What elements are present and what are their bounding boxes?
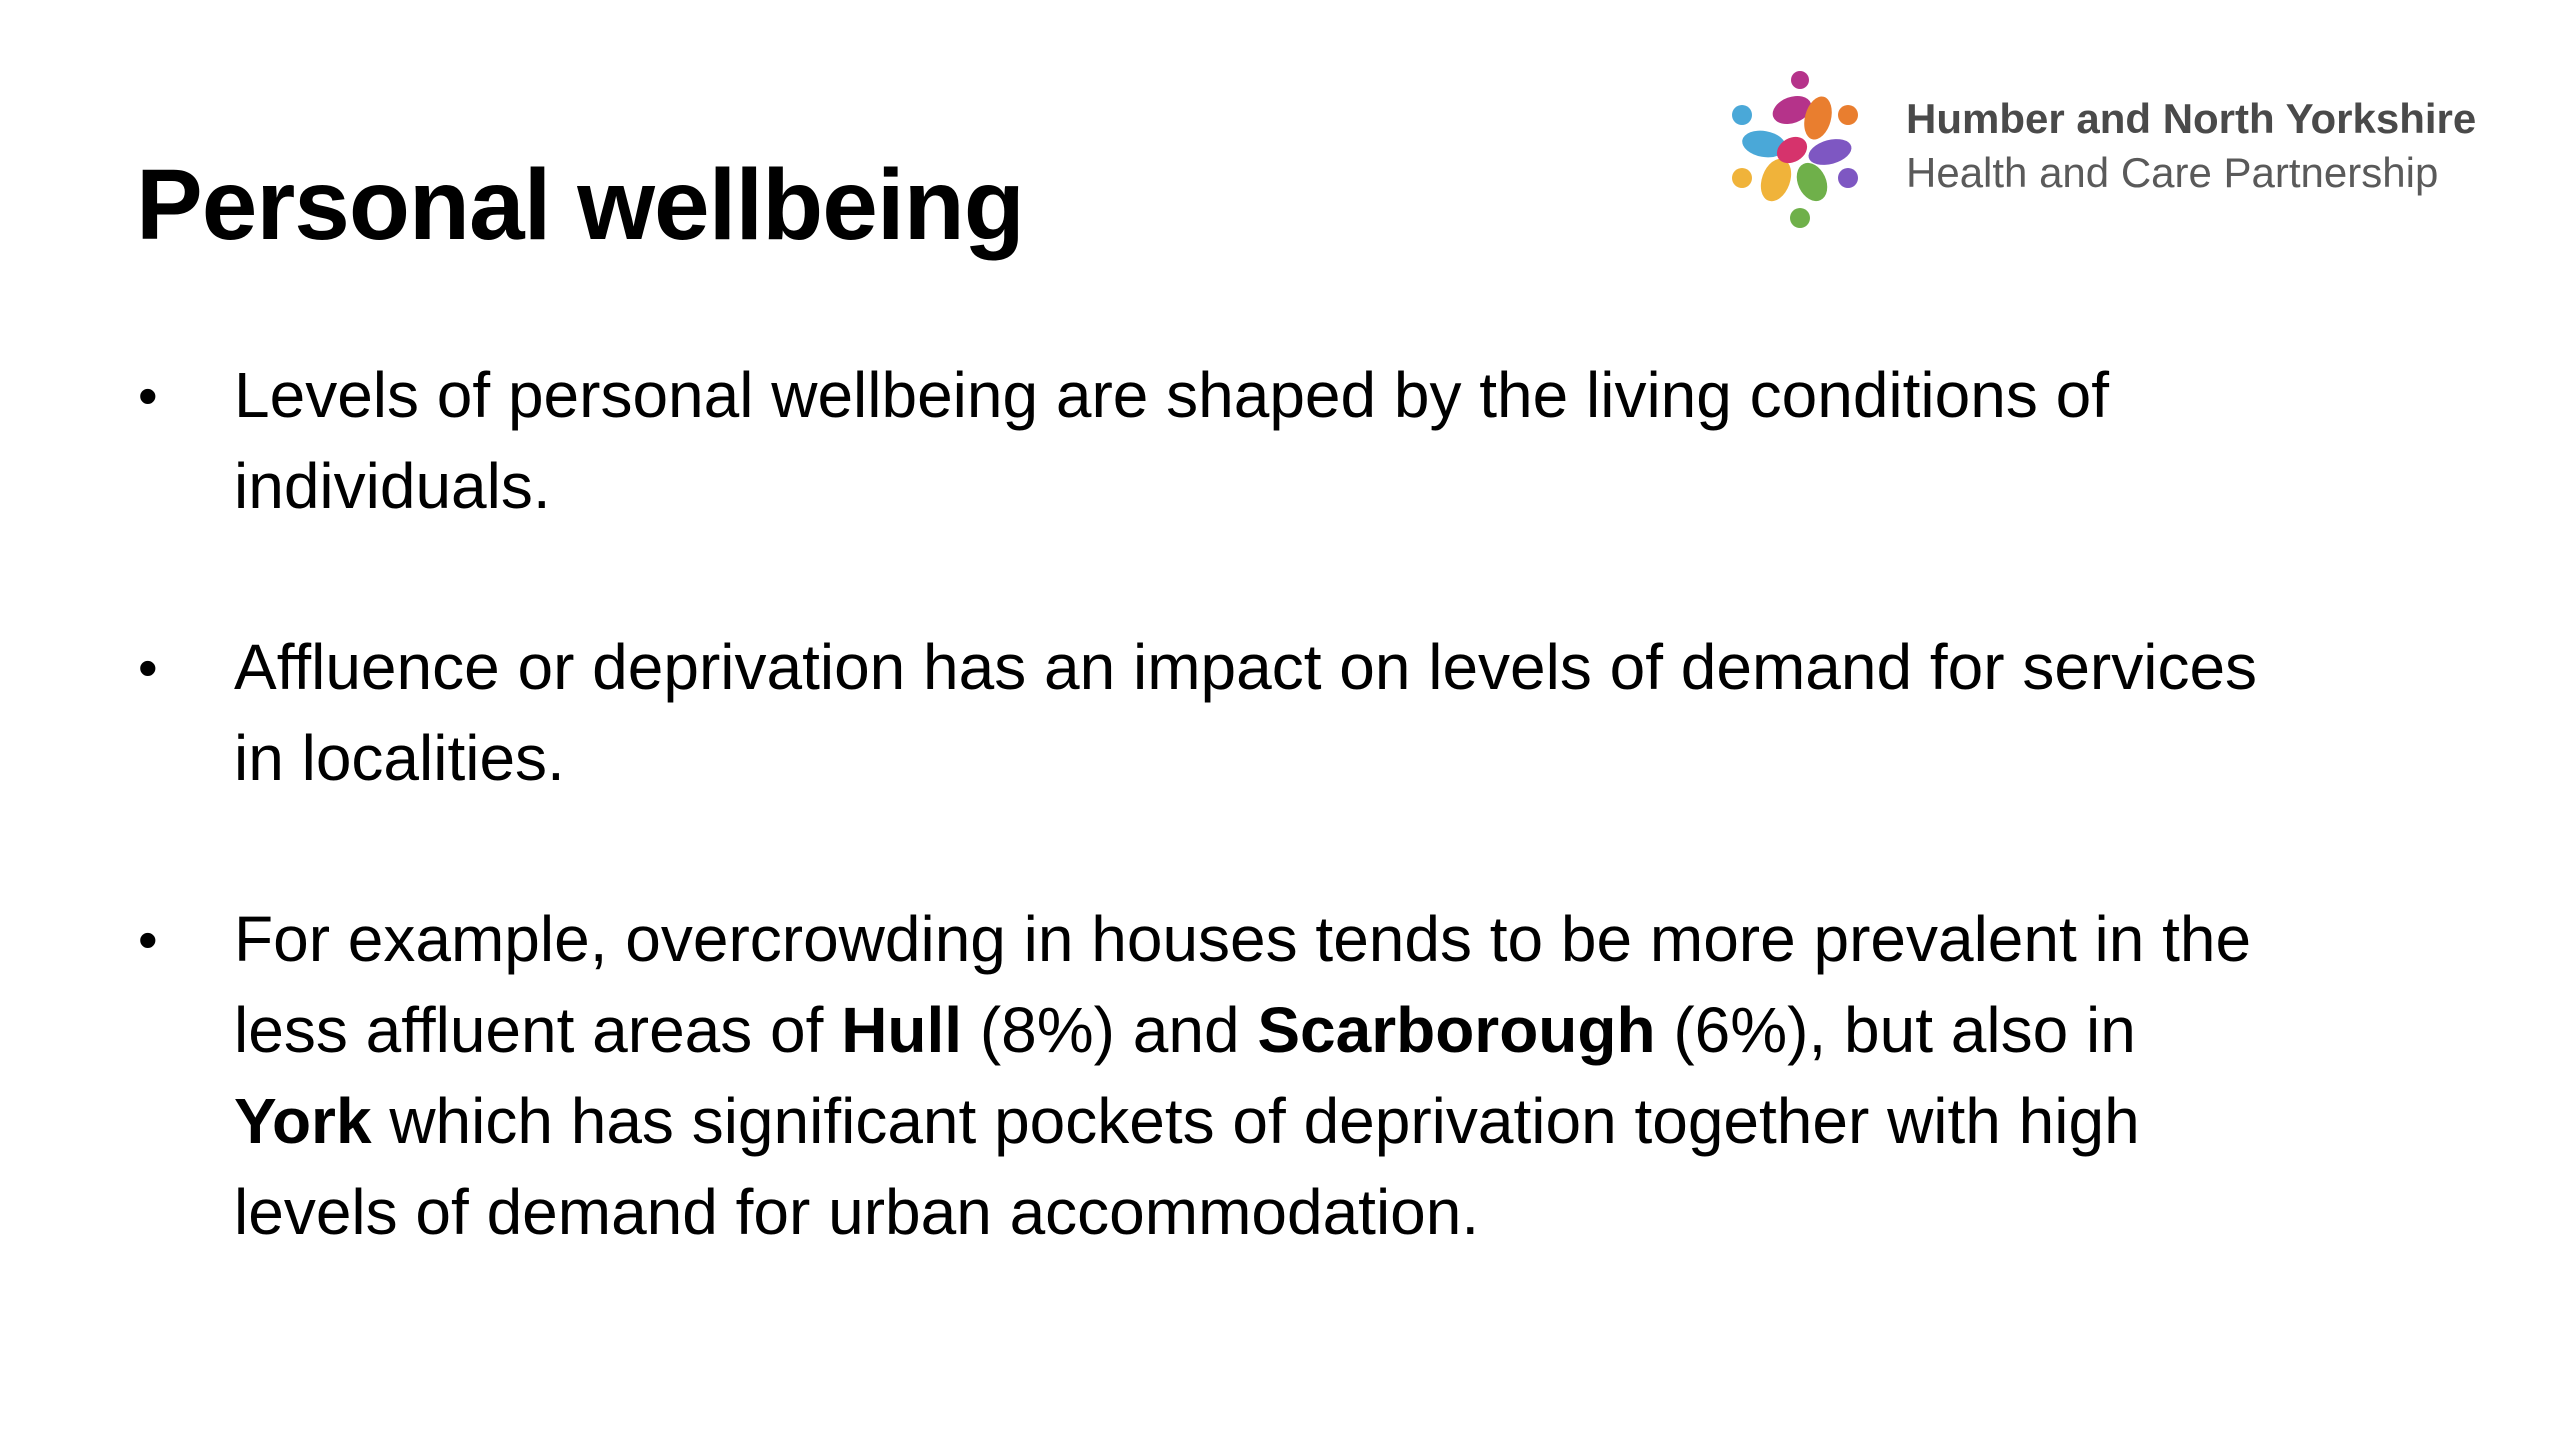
bullet-text-part: (8%) and xyxy=(962,994,1258,1066)
bullet-text-part: which has significant pockets of deprivation together with high levels of demand for urban accommodation. xyxy=(234,1085,2140,1248)
bullet-item xyxy=(136,894,2286,1258)
bullet-list xyxy=(136,350,2286,1348)
bullet-text-part: (6%), but also in xyxy=(1655,994,2136,1066)
logo-organisation-name: Humber and North Yorkshire xyxy=(1906,95,2477,142)
slide-title: Personal wellbeing xyxy=(136,149,1024,261)
bullet-item xyxy=(136,622,2286,804)
bullet-marker: • xyxy=(138,364,158,427)
bullet-text-part: For example, overcrowding in houses tends to be more prevalent in the less affluent areas of xyxy=(234,903,2252,1066)
bullet-item xyxy=(136,350,2286,532)
bullet-text: Levels of personal wellbeing are shaped by the living conditions of individuals. xyxy=(234,359,2109,522)
bullet-text xyxy=(234,903,2251,1248)
logo-organisation-subtitle: Health and Care Partnership xyxy=(1906,149,2439,196)
bullet-marker: • xyxy=(138,908,158,971)
bullet-marker: • xyxy=(138,636,158,699)
place-name-scarborough: Scarborough xyxy=(1257,994,1656,1066)
place-name-york: York xyxy=(234,1085,372,1157)
partnership-logo-mark-icon xyxy=(1730,70,1870,230)
partnership-logo-text xyxy=(1906,92,2506,200)
bullet-text: Affluence or deprivation has an impact on levels of demand for services in localities. xyxy=(234,631,2258,794)
place-name-hull: Hull xyxy=(841,994,963,1066)
partnership-logo xyxy=(1730,70,2510,230)
